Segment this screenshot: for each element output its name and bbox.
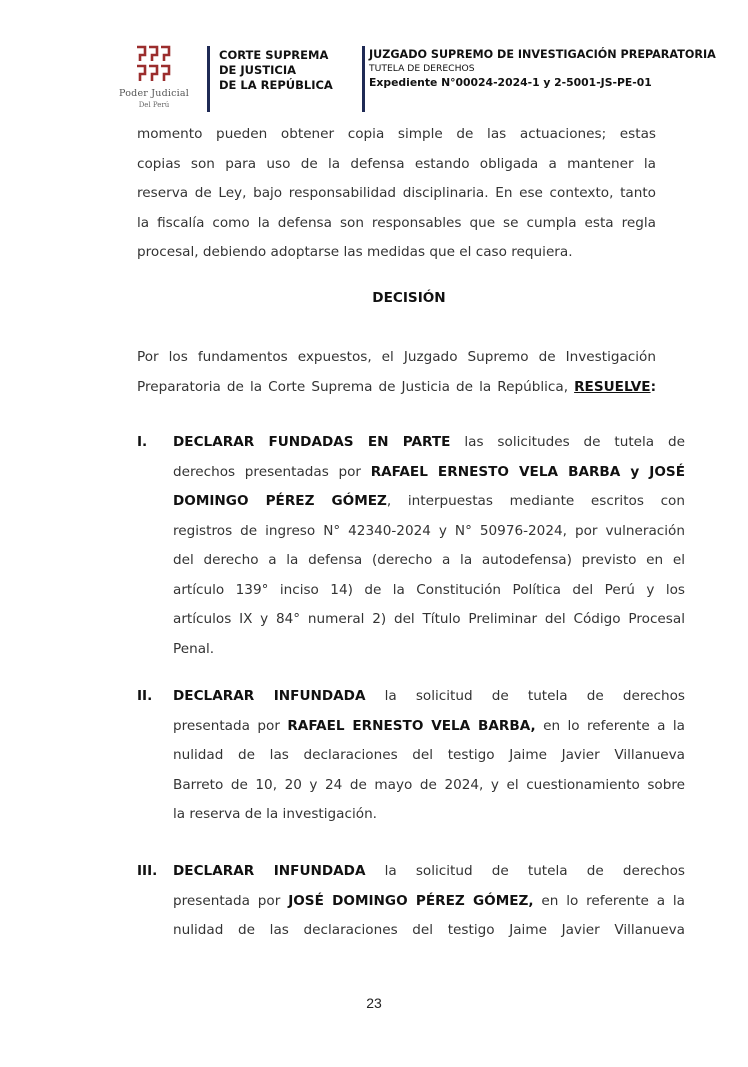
text-line: momento pueden obtener copia simple de las actuaciones; estas	[137, 126, 656, 142]
logo-subtitle: Del Perú	[138, 101, 170, 109]
text-line	[173, 458, 685, 488]
text-segment: la solicitud de tutela de derechos	[384, 688, 685, 704]
intro-paragraph	[137, 120, 656, 268]
text-line	[173, 487, 685, 517]
text-line: Barreto de 10, 20 y 24 de mayo de 2024, y el cuestionamiento sobre	[173, 776, 685, 793]
text-segment: DOMINGO PÉREZ GÓMEZ	[173, 493, 387, 509]
text-line	[173, 857, 685, 887]
text-segment: presentada por	[173, 892, 281, 909]
page-number: 23	[366, 995, 382, 1011]
text-line	[173, 682, 685, 712]
text-line: Por los fundamentos expuestos, el Juzgado Supremo de Investigación	[137, 349, 656, 365]
text-segment: RAFAEL ERNESTO VELA BARBA y JOSÉ	[370, 463, 685, 480]
text-line: la fiscalía como la defensa son responsables que se cumpla esta regla	[137, 214, 656, 231]
header-divider-left	[207, 46, 210, 112]
text-segment: en lo referente a la	[543, 717, 686, 734]
item-number: II.	[137, 688, 153, 704]
text-line: reserva de Ley, bajo responsabilidad disciplinaria. En ese contexto, tanto	[137, 185, 656, 201]
text-line	[173, 428, 685, 458]
court-name	[219, 48, 333, 93]
text-segment: JOSÉ DOMINGO PÉREZ GÓMEZ,	[288, 892, 534, 909]
text-line: artículos IX y 84° numeral 2) del Título Preliminar del Código Procesal	[173, 611, 685, 627]
text-line: nulidad de las declaraciones del testigo Jaime Javier Villanueva	[173, 922, 685, 938]
text-line	[173, 712, 685, 742]
text-segment: Preparatoria de la Corte Suprema de Justicia de la República,	[137, 378, 569, 395]
text-segment: la solicitud de tutela de derechos	[384, 863, 685, 879]
text-line: artículo 139° inciso 14) de la Constitución Política del Perú y los	[173, 581, 685, 598]
text-segment: RAFAEL ERNESTO VELA BARBA,	[287, 717, 536, 734]
text-segment: las solicitudes de tutela de	[464, 434, 686, 450]
item-number: III.	[137, 863, 158, 879]
expediente-number: Expediente N°00024-2024-1 y 2-5001-JS-PE-01	[369, 76, 652, 89]
text-line: nulidad de las declaraciones del testigo Jaime Javier Villanueva	[173, 747, 685, 763]
decision-paragraph	[137, 343, 656, 402]
resuelve-keyword: RESUELVE	[574, 378, 651, 395]
case-info	[369, 48, 716, 90]
tutela-label: TUTELA DE DERECHOS	[369, 63, 475, 74]
court-line-1: CORTE SUPREMA	[219, 48, 329, 62]
logo-title: Poder Judicial	[119, 88, 189, 99]
court-line-2: DE JUSTICIA	[219, 63, 297, 77]
text-segment: , interpuestas mediante escritos con	[386, 493, 685, 509]
text-line: la reserva de la investigación.	[173, 806, 378, 822]
court-line-3: DE LA REPÚBLICA	[219, 78, 333, 92]
poder-judicial-logo	[112, 42, 196, 114]
text-line	[173, 887, 685, 917]
juzgado-name: JUZGADO SUPREMO DE INVESTIGACIÓN PREPARATORIA	[369, 48, 716, 61]
text-segment: derechos presentadas por	[173, 463, 362, 480]
text-segment: DECLARAR FUNDADAS EN PARTE	[173, 434, 451, 450]
text-segment: en lo referente a la	[541, 892, 686, 909]
page-header	[0, 42, 748, 114]
text-segment: :	[650, 378, 656, 395]
item-number: I.	[137, 434, 148, 450]
text-segment: DECLARAR INFUNDADA	[173, 863, 366, 879]
text-line: procesal, debiendo adoptarse las medidas que el caso requiera.	[137, 244, 573, 260]
text-line: registros de ingreso N° 42340-2024 y N° 50976-2024, por vulneración	[173, 522, 685, 539]
text-line: copias son para uso de la defensa estando obligada a mantener la	[137, 155, 656, 172]
text-line: del derecho a la defensa (derecho a la autodefensa) previsto en el	[173, 552, 685, 568]
decision-heading: DECISIÓN	[372, 290, 446, 306]
judicial-emblem-icon	[134, 44, 174, 84]
text-line: Penal.	[173, 640, 215, 657]
text-segment: presentada por	[173, 717, 280, 734]
header-divider-right	[362, 46, 365, 112]
text-line	[137, 373, 656, 403]
text-segment: DECLARAR INFUNDADA	[173, 688, 366, 704]
